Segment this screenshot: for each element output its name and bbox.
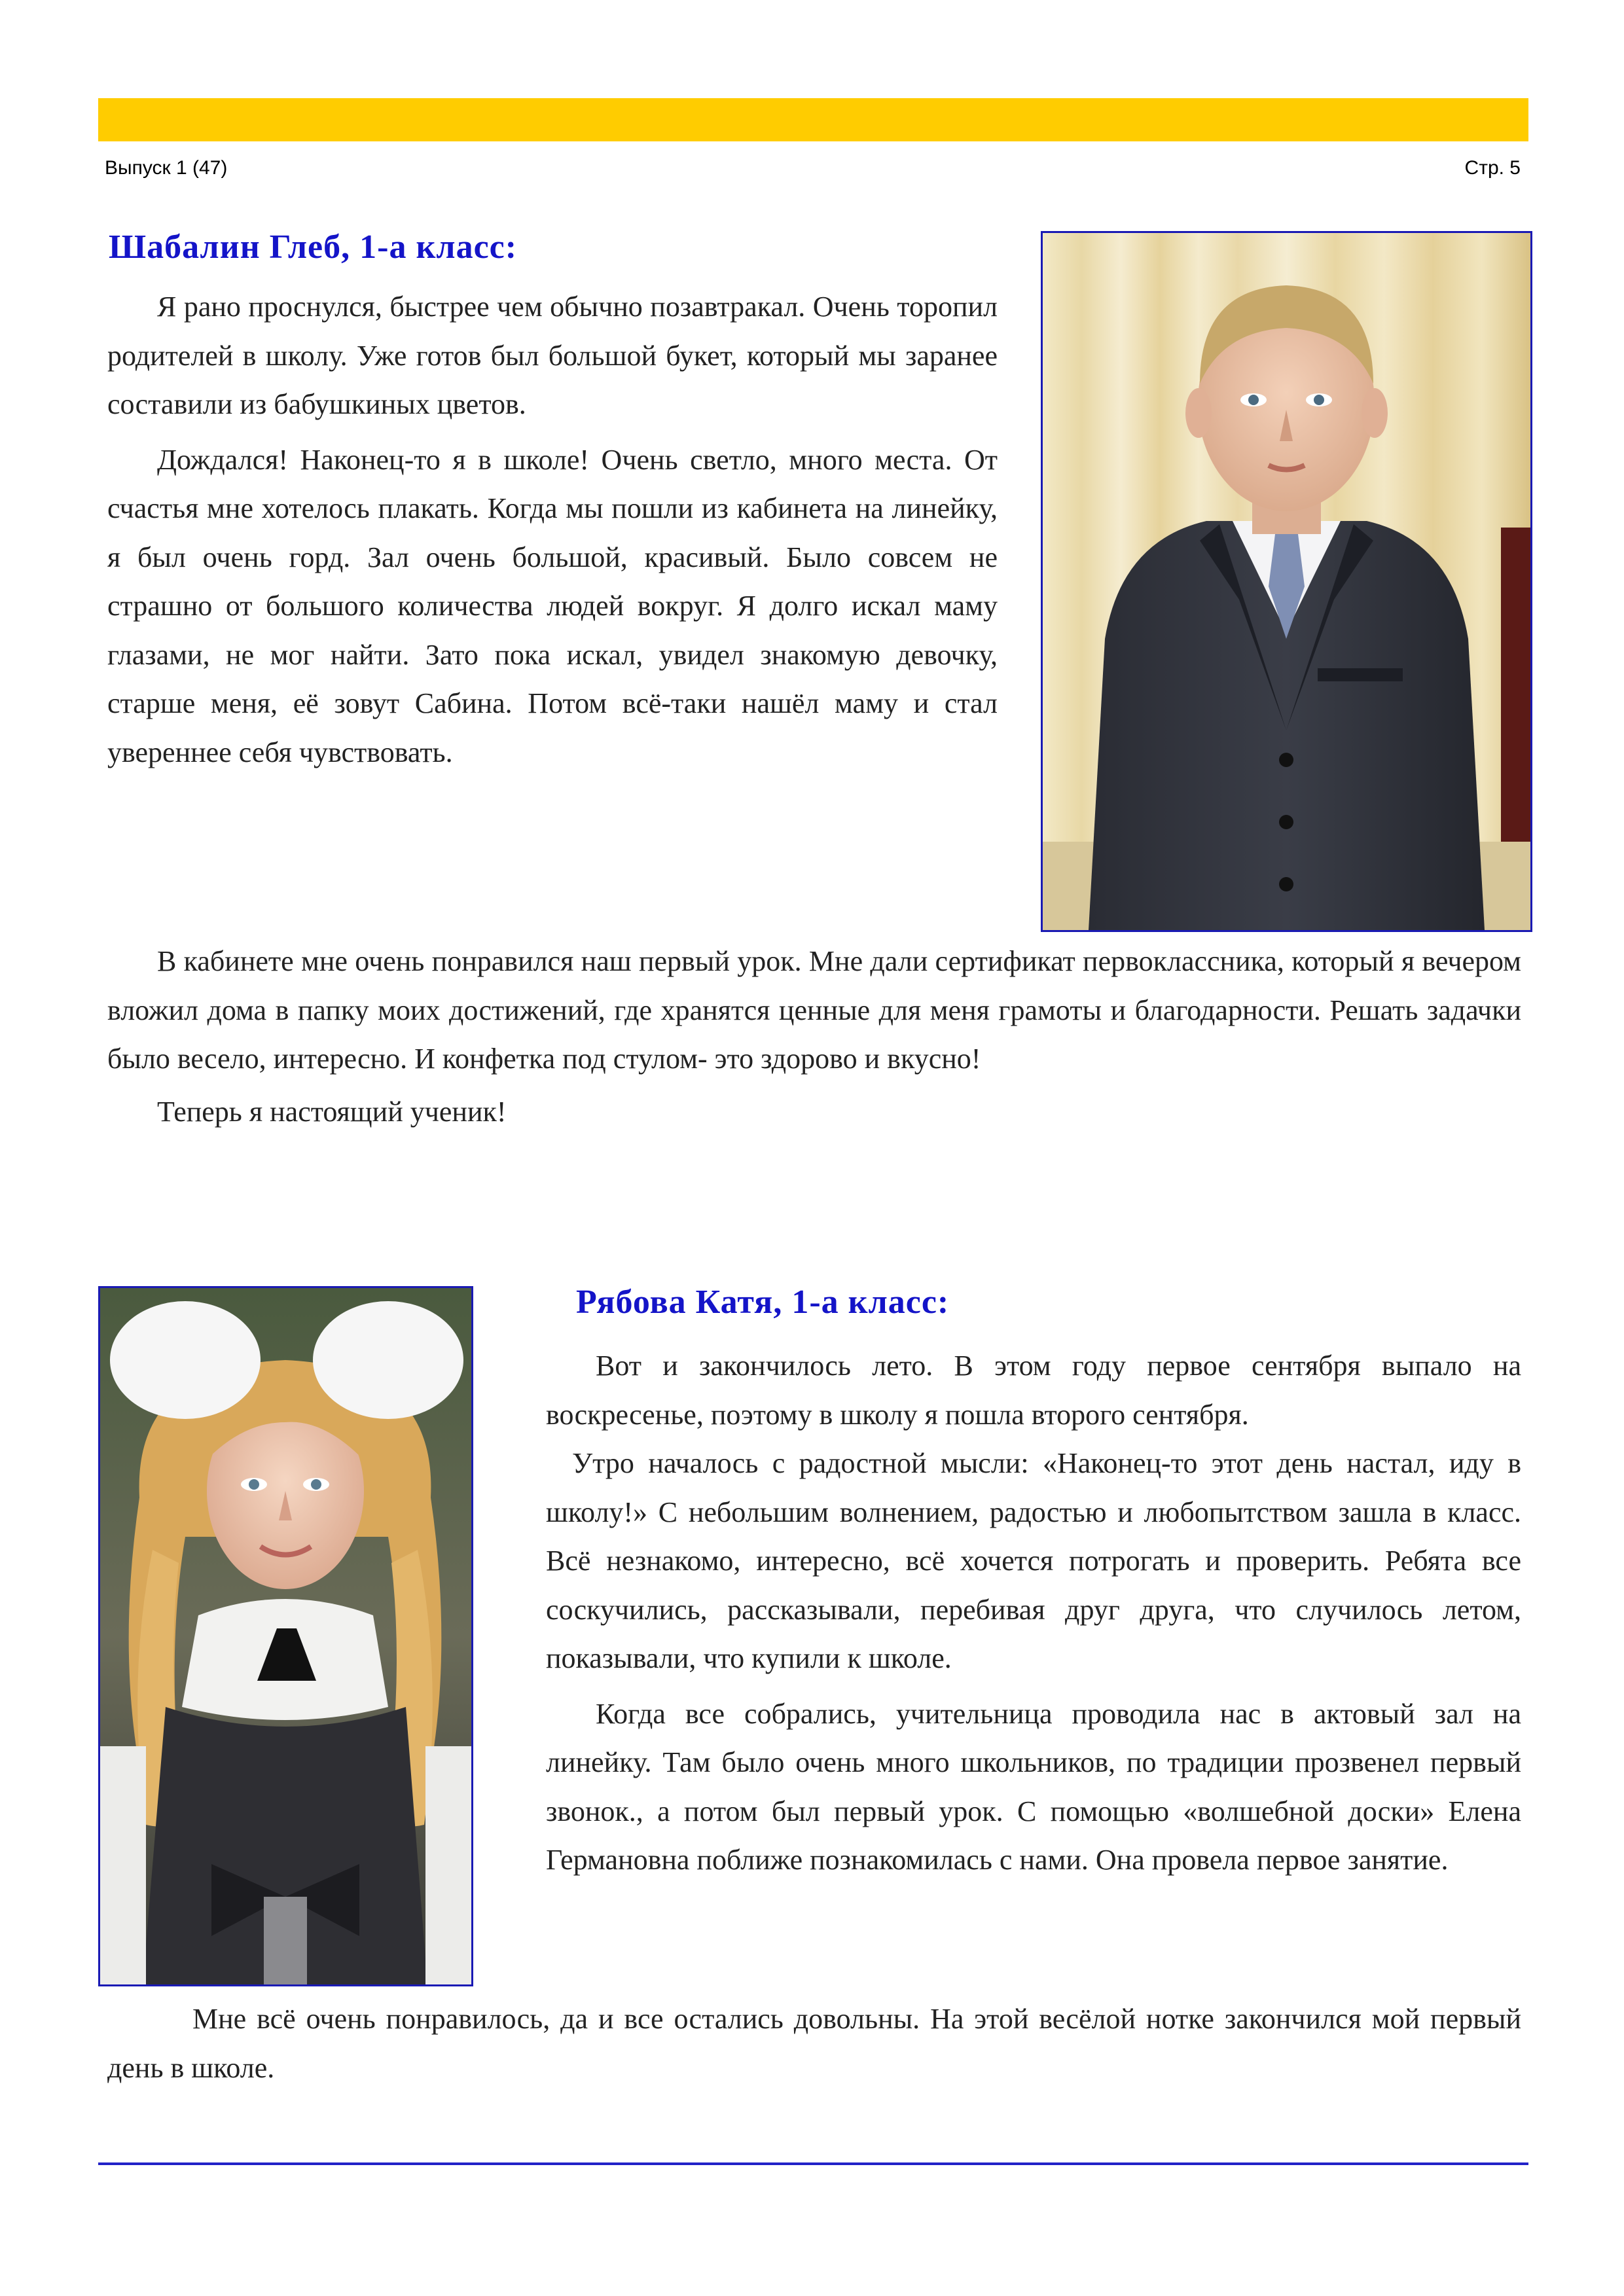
boy-portrait-image: [1043, 233, 1530, 930]
article2-paragraph-1: Вот и закончилось лето. В этом году первое сентября выпало на воскресенье, поэтому в школу я пошла второго сентября.: [546, 1350, 1521, 1431]
article2-paragraph-2: Утро началось с радостной мысли: «Наконец-то этот день настал, иду в школу!» С небольшим волнением, радостью и любопытством зашла в класс. Всё незнакомо, интересно, всё хочется потрогать и проверить. Ребята все соскучились, рассказывали, перебивая друг друга, что случилось летом, показывали, что купили к школе.: [546, 1447, 1521, 1674]
footer-rule: [98, 2162, 1528, 2165]
page-number: Стр. 5: [1464, 157, 1521, 179]
article1-paragraph-2: Дождался! Наконец-то я в школе! Очень светло, много места. От счастья мне хотелось плакать. Когда мы пошли из кабинета на линейку, я был очень горд. Зал очень большой, красивый. Было совсем не страшно от большого количества людей вокруг. Я долго искал маму глазами, не мог найти. Зато пока искал, увидел знакомую девочку, старше меня, её зовут Сабина. Потом всё-таки нашёл маму и стал увереннее себя чувствовать.: [107, 443, 998, 768]
article1-body-bottom: [107, 937, 1521, 1140]
article1-paragraph-1: Я рано проснулся, быстрее чем обычно позавтракал. Очень торопил родителей в школу. Уже готов был большой букет, который мы заранее составили из бабушкиных цветов.: [107, 291, 998, 420]
girl-portrait-image: [100, 1288, 471, 1984]
article1-heading: Шабалин Глеб, 1-а класс:: [109, 228, 518, 266]
article2-body-top: [546, 1342, 1521, 1892]
header-band: [98, 98, 1528, 141]
boy-photo: [1041, 231, 1532, 932]
article2-body-bottom: [107, 1995, 1521, 2099]
article1-paragraph-4: Теперь я настоящий ученик!: [157, 1095, 507, 1128]
article1-body-top: [107, 283, 998, 783]
article2-heading: Рябова Катя, 1-а класс:: [576, 1283, 950, 1321]
article1-paragraph-3: В кабинете мне очень понравился наш первый урок. Мне дали сертификат первоклассника, который я вечером вложил дома в папку моих достижений, где хранятся ценные для меня грамоты и благодарности. Решать задачки было весело, интересно. И конфетка под стулом- это здорово и вкусно!: [107, 945, 1521, 1075]
issue-number: Выпуск 1 (47): [105, 157, 228, 179]
girl-photo: [98, 1286, 473, 1986]
article2-paragraph-4: Мне всё очень понравилось, да и все остались довольны. На этой весёлой нотке закончился мой первый день в школе.: [107, 2003, 1521, 2084]
article2-paragraph-3: Когда все собрались, учительница проводила нас в актовый зал на линейку. Там было очень много школьников, по традиции прозвенел первый звонок., а потом был первый урок. С помощью «волшебной доски» Елена Германовна поближе познакомилась с нами. Она провела первое занятие.: [546, 1697, 1521, 1876]
